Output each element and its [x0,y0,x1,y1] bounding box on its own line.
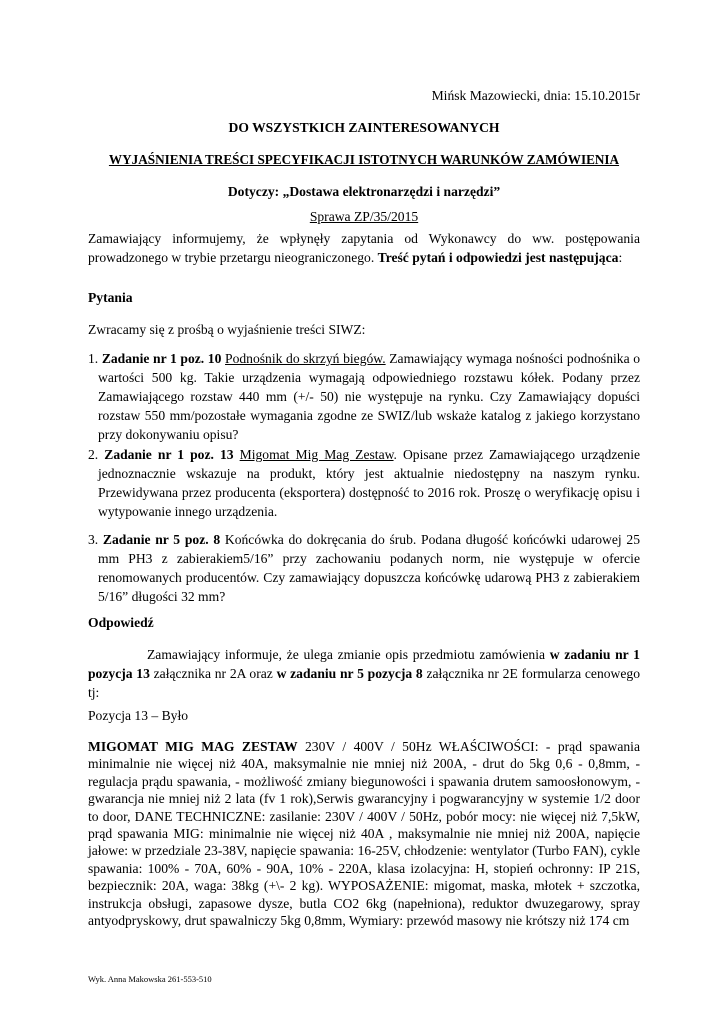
question-task: Zadanie nr 1 poz. 10 [101,351,222,366]
question-task: Zadanie nr 5 poz. 8 [102,532,221,547]
question-number: 3. [88,532,103,547]
question-task: Zadanie nr 1 poz. 13 [104,447,234,462]
questions-heading: Pytania [88,290,133,305]
case-number: Sprawa ZP/35/2015 [309,209,419,224]
spec-text: 230V / 400V / 50Hz WŁAŚCIWOŚCI: - prąd spawania minimalnie nie więcej niż 40A, maksymalnie nie mniej niż 200A, - drut do 5kg 0,6 - 0,8mm, - regulacja prądu spawania, - możliwość zmiany biegunowości i spawania drutem samoosłonowym, - gwarancja nie mniej niż 2 lata (fv 1 rok),Serwis gwarancyjny i pogwarancyjny w systemie 1/2 door to door, DANE TECHNICZNE: zasilanie: 230V / 400V / 50Hz, pobór mocy: nie więcej niż 7,5kW, prąd spawania MIG: minimalnie nie więcej niż 40A , maksymalnie nie mniej niż 200A, napięcie jałowe: w przedziale 23-38V, napięcie spawania: 16-25V, chłodzenie: wentylator (Turbo FAN), cykle spawania: 100% - 70A, 60% - 90A, 10% - 220A, klasa izolacyjna: H, stopień ochronny: IP 21S, bezpiecznik: 20A, waga: 38kg (+\- 2 kg). WYPOSAŻENIE: migomat, maska, młotek + szczotka, instrukcja obsługi, zapasowe dysze, butla CO2 6kg (napełniona), reduktor dwuzegarowy, spray antyodpryskowy, drut spawalniczy 5kg 0,8mm, Wymiary: przewód masowy nie krótszy niż 174 cm [88,739,640,929]
document-title: WYJAŚNIENIA TREŚCI SPECYFIKACJI ISTOTNYCH WARUNKÓW ZAMÓWIENIA [108,152,620,167]
questions-lead: Zwracamy się z prośbą o wyjaśnienie treści SIWZ: [88,322,366,337]
answer-paragraph [88,645,640,702]
page-footer: Wyk. Anna Makowska 261-553-510 [88,974,212,984]
intro-text: Zamawiający informujemy, że wpłynęły zapytania od Wykonawcy do ww. postępowania prowadzonego w trybie przetargu nieograniczonego. [88,231,640,265]
question-1 [88,349,640,444]
question-text: Zamawiający wymaga nośności podnośnika o wartości 500 kg. Takie urządzenia wymagają odpowiedniego rozstawu kółek. Podany przez Zamawiającego rozstaw 440 mm (+/- 50) nie występuje na rynku. Czy Zamawiający dopuści rozstaw 550 mm/pozostałe wymagania zgodne ze SWIZ/lub wskaże katalog z jakiego korzystano przy dokonywaniu opisu? [98,351,641,442]
question-item-name: Migomat Mig Mag Zestaw [239,447,394,462]
addressee: DO WSZYSTKICH ZAINTERESOWANYCH [228,120,500,135]
question-number: 2. [88,447,105,462]
answer-text-1: Zamawiający informuje, że ulega zmianie opis przedmiotu zamówienia [147,647,550,662]
place-date: Mińsk Mazowiecki, dnia: 15.10.2015r [431,88,640,103]
spec-paragraph [88,738,640,929]
question-text: Końcówka do dokręcania do śrub. Podana długość końcówki udarowej 25 mm PH3 z zabierakiem5/16” przy zachowaniu podanych norm, nie występuje w ofercie renomowanych producentów. Czy zamawiający dopuszcza końcówkę udarową PH3 z zabierakiem 5/16” długości 32 mm? [98,532,641,604]
question-item-name: Podnośnik do skrzyń biegów. [225,351,386,366]
answer-task-2: w zadaniu nr 5 pozycja 8 [276,666,423,681]
subject-line: Dotyczy: „Dostawa elektronarzędzi i narzędzi” [227,184,501,199]
answer-task-1: w zadaniu nr 1 pozycja 13 [88,647,640,681]
question-2 [88,445,640,521]
question-3 [88,530,640,606]
intro-paragraph [88,229,640,267]
answer-text-2: załącznika nr 2A oraz [149,666,277,681]
answer-heading: Odpowiedź [88,615,154,630]
question-number: 1. [88,351,102,366]
intro-bold: Treść pytań i odpowiedzi jest następująca [377,250,619,265]
answer-text-3: załącznika nr 2E formularza cenowego tj: [88,666,640,700]
intro-end: : [618,250,623,265]
spec-product-name: MIGOMAT MIG MAG ZESTAW [88,739,298,754]
question-text: . Opisane przez Zamawiającego urządzenie jednoznacznie wskazuje na produkt, który jest aktualnie niedostępny na naszym rynku. Przewidywana przez producenta (eksportera) dostępność to 2016 rok. Proszę o weryfikację opisu i wytypowanie innego urządzenia. [98,447,640,519]
position-label: Pozycja 13 – Było [88,708,189,723]
